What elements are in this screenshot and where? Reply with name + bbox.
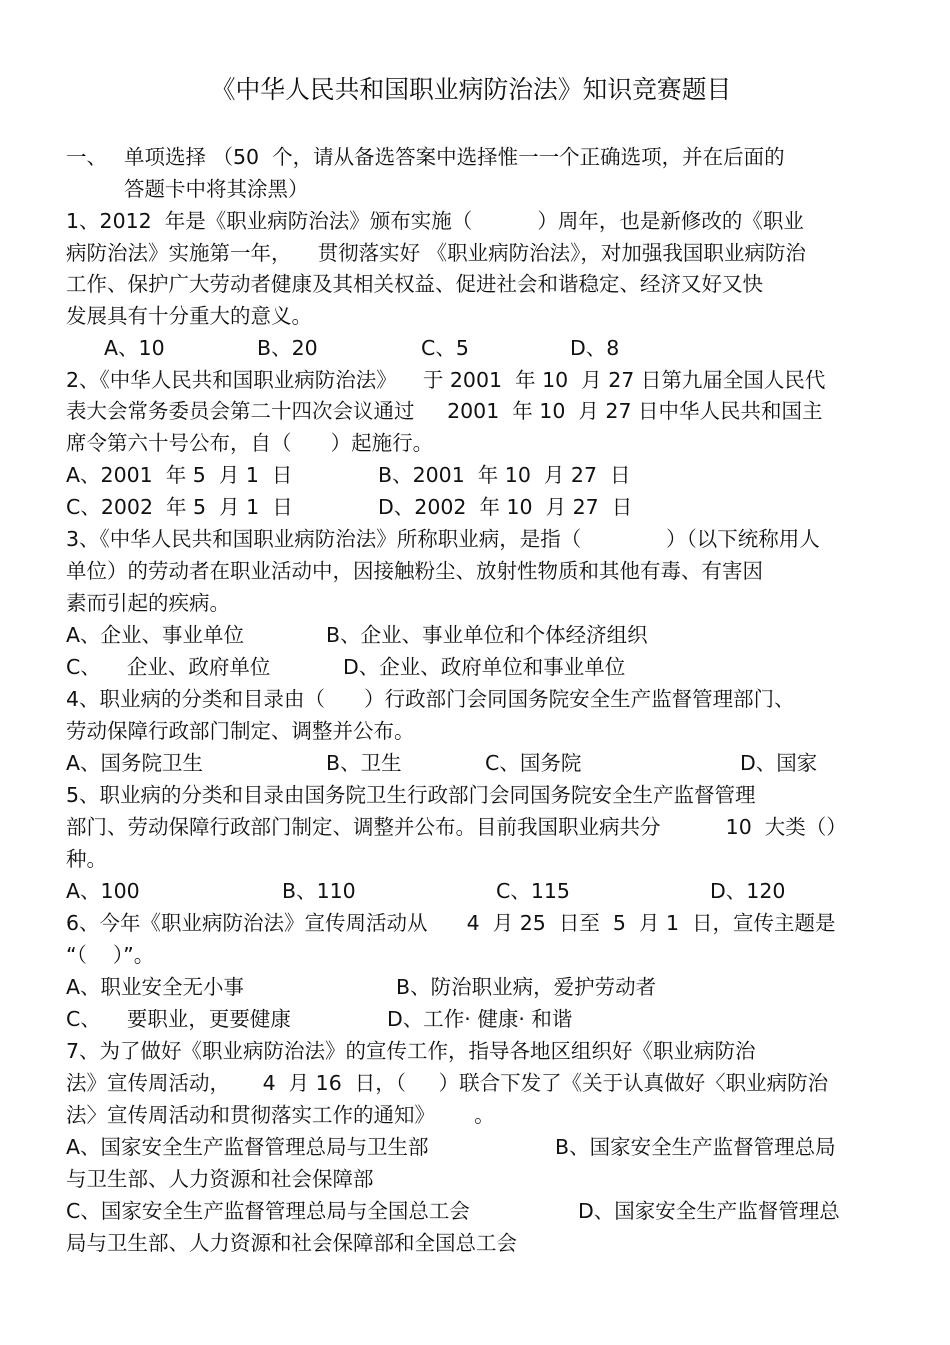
option-b: B、2001 年 10 月 27 日 xyxy=(378,463,631,487)
option-d: D、8 xyxy=(570,336,620,360)
option-a: A、100 xyxy=(66,879,140,903)
option-d: D、2002 年 10 月 27 日 xyxy=(378,495,633,519)
option-c: C、 企业、政府单位 xyxy=(66,655,271,679)
question-text-line: 单位）的劳动者在职业活动中，因接触粉尘、放射性物质和其他有毒、有害因 xyxy=(66,559,763,583)
document-title: 《中华人民共和国职业病防治法》知识竞赛题目 xyxy=(210,75,732,104)
option-c: C、国务院 xyxy=(485,751,582,775)
question-text-line: 法〉宣传周活动和贯彻落实工作的通知》 。 xyxy=(66,1103,495,1127)
option-c: C、2002 年 5 月 1 日 xyxy=(66,495,293,519)
option-b: B、卫生 xyxy=(326,751,402,775)
option-c: C、 要职业，更要健康 xyxy=(66,1007,291,1031)
question-text-line: 7、为了做好《职业病防治法》的宣传工作，指导各地区组织好《职业病防治 xyxy=(66,1039,756,1063)
question-text-line: 工作、保护广大劳动者健康及其相关权益、促进社会和谐稳定、经济又好又快 xyxy=(66,272,763,296)
question-text-line: 席令第六十号公布，自（ ）起施行。 xyxy=(66,431,434,455)
question-text-line: 1、2012 年是《职业病防治法》颁布实施（ ）周年，也是新修改的《职业 xyxy=(66,209,804,233)
option-b: B、防治职业病，爱护劳动者 xyxy=(396,975,657,999)
option-d: D、国家 xyxy=(740,751,818,775)
section-instruction-line-1: 单项选择 （50 个，请从备选答案中选择惟一一个正确选项，并在后面的 xyxy=(124,145,785,169)
question-text-line: 法》宣传周活动， 4 月 16 日，（ ）联合下发了《关于认真做好〈职业病防治 xyxy=(66,1071,829,1095)
option-b: B、20 xyxy=(257,336,318,360)
option-d: D、120 xyxy=(710,879,786,903)
option-a: A、10 xyxy=(104,336,165,360)
option-b-continuation: 与卫生部、人力资源和社会保障部 xyxy=(66,1167,374,1191)
option-c: C、115 xyxy=(496,879,570,903)
option-b: B、国家安全生产监督管理总局 xyxy=(555,1135,836,1159)
question-text-line: 6、今年《职业病防治法》宣传周活动从 4 月 25 日至 5 月 1 日，宣传主题是 xyxy=(66,911,836,935)
option-b: B、企业、事业单位和个体经济组织 xyxy=(326,623,648,647)
question-text-line: 2、《中华人民共和国职业病防治法》 于 2001 年 10 月 27 日第九届全国人民代 xyxy=(66,368,826,392)
question-text-line: 种。 xyxy=(66,847,107,871)
option-a: A、2001 年 5 月 1 日 xyxy=(66,463,293,487)
option-b: B、110 xyxy=(282,879,356,903)
question-text-line: 3、《中华人民共和国职业病防治法》所称职业病，是指（ ）（以下统称用人 xyxy=(66,527,820,551)
option-c: C、国家安全生产监督管理总局与全国总工会 xyxy=(66,1199,470,1223)
question-text-line: 部门、劳动保障行政部门制定、调整并公布。目前我国职业病共分 10 大类（） xyxy=(66,815,847,839)
question-text-line: 5、职业病的分类和目录由国务院卫生行政部门会同国务院安全生产监督管理 xyxy=(66,783,756,807)
option-d: D、工作· 健康· 和谐 xyxy=(387,1007,573,1031)
question-text-line: 表大会常务委员会第二十四次会议通过 2001 年 10 月 27 日中华人民共和国主 xyxy=(66,399,823,423)
option-a: A、职业安全无小事 xyxy=(66,975,245,999)
option-d: D、国家安全生产监督管理总 xyxy=(578,1199,840,1223)
option-a: A、企业、事业单位 xyxy=(66,623,245,647)
question-text-line: “（ ）”。 xyxy=(66,943,155,967)
section-instruction-line-2: 答题卡中将其涂黑） xyxy=(124,177,309,201)
question-text-line: 病防治法》实施第一年， 贯彻落实好 《职业病防治法》，对加强我国职业病防治 xyxy=(66,241,806,265)
question-text-line: 发展具有十分重大的意义。 xyxy=(66,304,312,328)
section-number: 一、 xyxy=(66,145,107,169)
option-d: D、企业、政府单位和事业单位 xyxy=(343,655,626,679)
option-a: A、国家安全生产监督管理总局与卫生部 xyxy=(66,1135,429,1159)
option-c: C、5 xyxy=(421,336,469,360)
question-text-line: 劳动保障行政部门制定、调整并公布。 xyxy=(66,719,415,743)
question-text-line: 4、职业病的分类和目录由（ ）行政部门会同国务院安全生产监督管理部门、 xyxy=(66,687,795,711)
question-text-line: 素而引起的疾病。 xyxy=(66,591,230,615)
option-d-continuation: 局与卫生部、人力资源和社会保障部和全国总工会 xyxy=(66,1231,517,1255)
option-a: A、国务院卫生 xyxy=(66,751,204,775)
